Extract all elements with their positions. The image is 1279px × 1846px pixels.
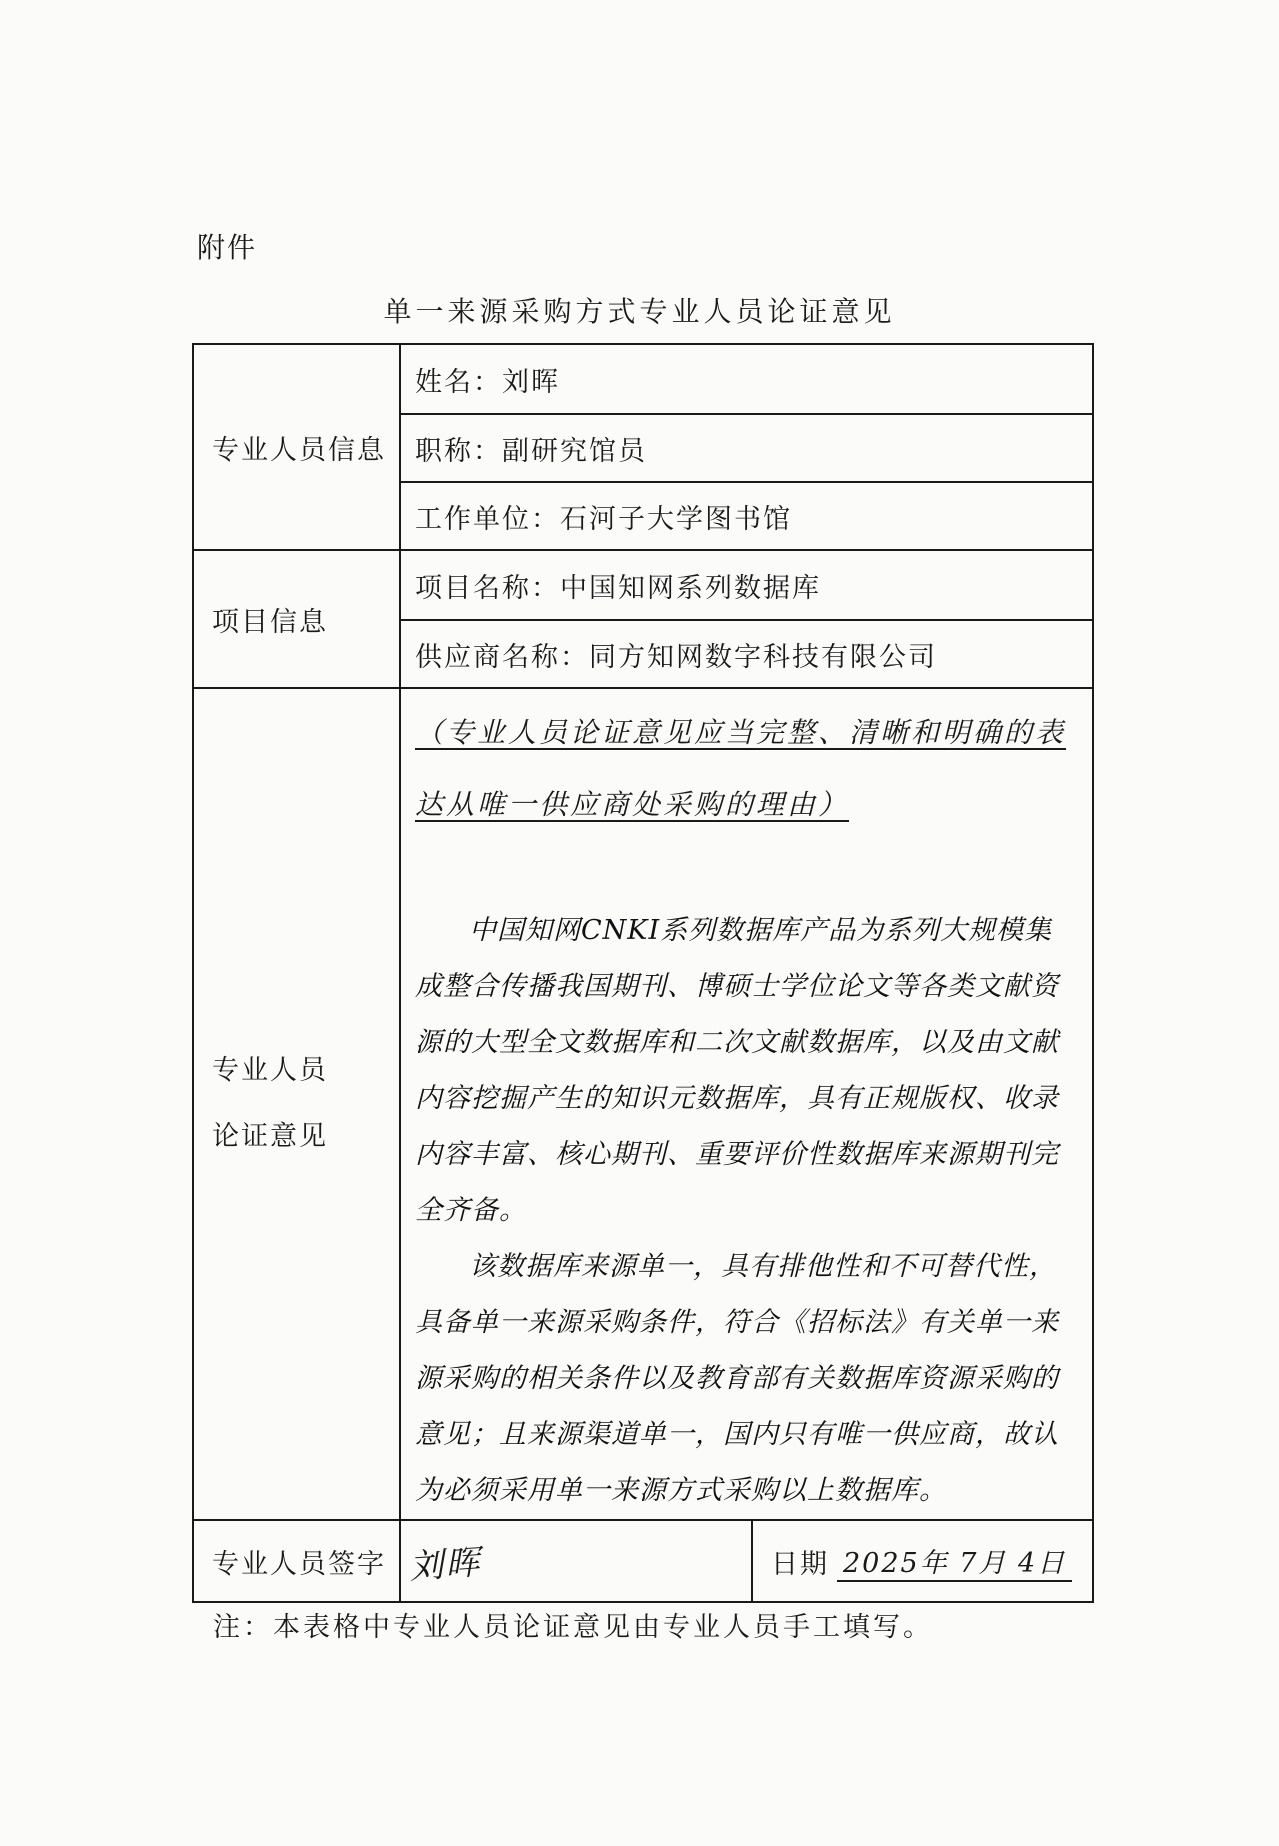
workplace-field: 工作单位：石河子大学图书馆 — [401, 481, 1092, 549]
project-info-label: 项目信息 — [193, 550, 400, 688]
handwritten-signature: 刘晖 — [407, 1542, 483, 1587]
date-label: 日期 — [771, 1548, 829, 1580]
project-info-fields — [400, 550, 1093, 688]
project-name-field: 项目名称：中国知网系列数据库 — [415, 572, 821, 604]
opinion-paragraph-2: 该数据库来源单一，具有排他性和不可替代性，具备单一来源采购条件，符合《招标法》有关单一来源采购的相关条件以及教育部有关数据库资源采购的意见；且来源渠道单一，国内只有唯一供应商，故认为必须采用单一来源方式采购以上数据库。 — [415, 1251, 1059, 1506]
opinion-paragraph-1: 中国知网CNKI系列数据库产品为系列大规模集成整合传播我国期刊、博硕士学位论文等各类文献资源的大型全文数据库和二次文献数据库，以及由文献内容挖掘产生的知识元数据库，具有正规版权、收录内容丰富、核心期刊、重要评价性数据库来源期刊完全齐备。 — [415, 915, 1059, 1226]
opinion-label-line1: 专业人员 — [212, 1055, 328, 1086]
personnel-info-label: 专业人员信息 — [193, 344, 400, 550]
footer-note: 注：本表格中专业人员论证意见由专业人员手工填写。 — [213, 1612, 933, 1643]
date-box — [753, 1521, 1092, 1601]
name-field: 姓名：刘晖 — [415, 366, 560, 398]
handwritten-opinion — [415, 903, 1076, 1519]
opinion-content — [400, 688, 1093, 1520]
supplier-field: 供应商名称：同方知网数字科技有限公司 — [401, 619, 1092, 687]
personnel-info-fields — [400, 344, 1093, 550]
signature-label: 专业人员签字 — [193, 1520, 400, 1602]
opinion-label-line2: 论证意见 — [212, 1121, 328, 1152]
title-rank-field: 职称：副研究馆员 — [401, 413, 1092, 481]
attachment-label: 附件 — [197, 231, 258, 264]
opinion-label — [193, 688, 400, 1520]
signature-area — [400, 1520, 1093, 1602]
opinion-instruction: （专业人员论证意见应当完整、清晰和明确的表达从唯一供应商处采购的理由） — [415, 716, 1067, 821]
opinion-form-table — [192, 343, 1094, 1603]
date-value: 2025年 7月 4日 — [837, 1541, 1072, 1582]
document-title: 单一来源采购方式专业人员论证意见 — [383, 295, 896, 328]
signature-box — [401, 1521, 753, 1601]
